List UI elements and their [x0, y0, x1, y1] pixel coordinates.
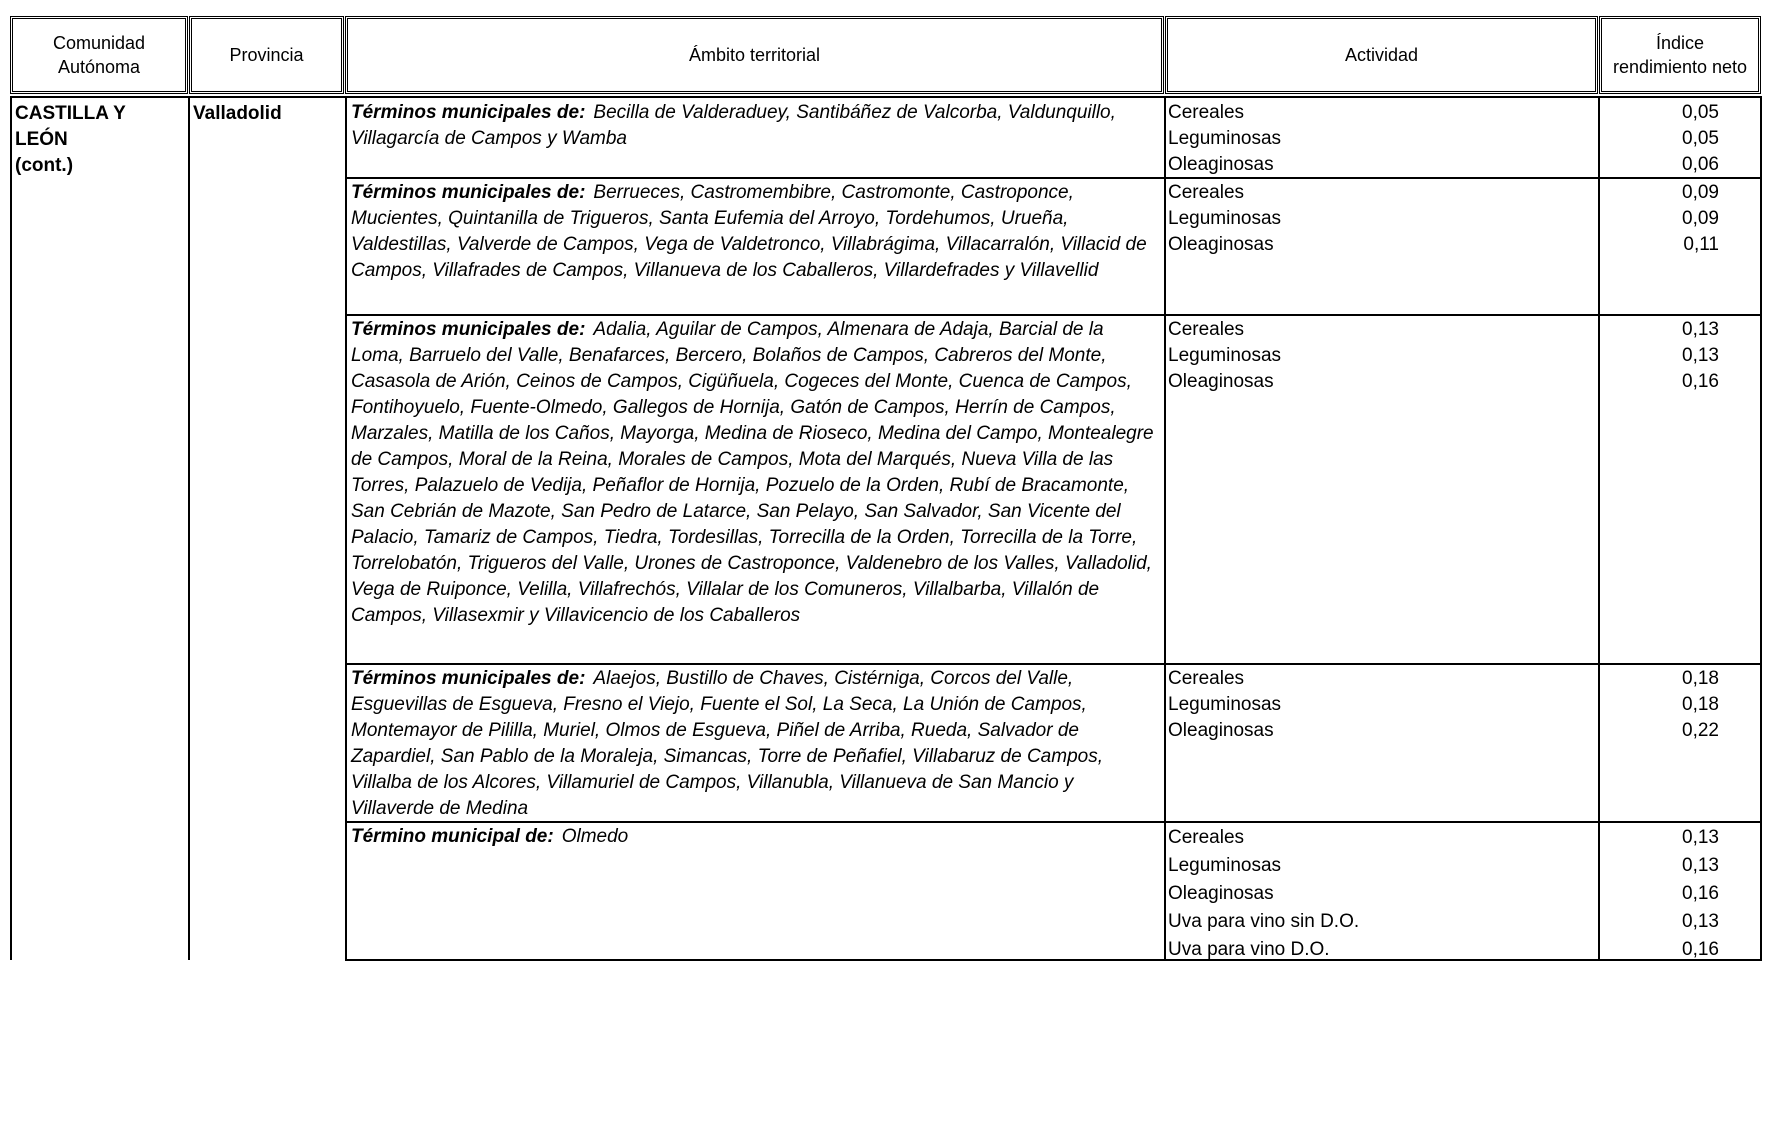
header-provincia: [189, 16, 344, 94]
actividad-item: Uva para vino D.O.: [1168, 939, 1330, 960]
table-row: [347, 316, 1762, 663]
ambito-label: Términos municipales de:: [351, 102, 586, 123]
header-ambito-label: Ámbito territorial: [688, 45, 821, 65]
ambito-label: Términos municipales de:: [351, 668, 586, 689]
ambito-label: Términos municipales de:: [351, 182, 586, 203]
indice-value: 0,05: [1682, 102, 1719, 123]
actividad-item: Oleaginosas: [1168, 154, 1274, 175]
column-border-provincia: [188, 96, 190, 960]
actividad-cell: [1168, 824, 1588, 964]
indice-value: 0,13: [1682, 911, 1719, 932]
actividad-item: Leguminosas: [1168, 128, 1282, 149]
indice-value: 0,16: [1682, 939, 1719, 960]
indice-cell: [1601, 317, 1719, 395]
actividad-item: Leguminosas: [1168, 694, 1282, 715]
indice-value: 0,13: [1682, 319, 1719, 340]
actividad-item: Leguminosas: [1168, 855, 1282, 876]
actividad-item: Oleaginosas: [1168, 720, 1274, 741]
ambito-text: Adalia, Aguilar de Campos, Almenara de Adaja, Barcial de la Loma, Barruelo del Valle, Benafarces, Bercero, Bolaños de Campos, Cabreros del Monte, Casasola de Arión, Ceinos de Campos, Cigüñuela, Cogeces del Monte, Cuenca de Campos, Fontihoyuelo, Fuente-Olmedo, Gallegos de Hornija, Gatón de Campos, Herrín de Campos, Marzales, Matilla de los Caños, Mayorga, Medina de Rioseco, Medina del Campo, Montealegre de Campos, Moral de la Reina, Morales de Campos, Mota del Marqués, Nueva Villa de las Torres, Palazuelo de Vedija, Peñaflor de Hornija, Pozuelo de la Orden, Rubí de Bracamonte, San Cebrián de Mazote, San Pedro de Latarce, San Pelayo, San Salvador, San Vicente del Palacio, Tamariz de Campos, Tiedra, Tordesillas, Torrecilla de la Orden, Torrecilla de la Torre, Torrelobatón, Trigueros del Valle, Urones de Castroponce, Valdenebro de los Valles, Valladolid, Vega de Ruiponce, Velilla, Villafrechós, Villalar de los Comuneros, Villalbarba, Villalón de Campos, Villasexmir y Villavicencio de los Caballeros: [351, 319, 1154, 626]
ambito-label: Términos municipales de:: [351, 319, 586, 340]
ambito-label: Término municipal de:: [351, 826, 554, 847]
indice-value: 0,22: [1682, 720, 1719, 741]
ambito-text: Becilla de Valderaduey, Santibáñez de Valcorba, Valdunquillo, Villagarcía de Campos y Wamba: [351, 102, 1116, 149]
header-comunidad-label: Comunidad Autónoma: [52, 33, 146, 77]
indice-cell: [1601, 666, 1719, 744]
ambito-cell: [351, 317, 1161, 629]
actividad-item: Oleaginosas: [1168, 371, 1274, 392]
table-row: [347, 665, 1762, 821]
header-indice-label: Índice rendimiento neto: [1612, 33, 1748, 77]
indice-value: 0,09: [1682, 208, 1719, 229]
indice-value: 0,13: [1682, 855, 1719, 876]
header-ambito-territorial: [345, 16, 1164, 94]
ambito-cell: [351, 100, 1161, 152]
table-row: [347, 179, 1762, 314]
ambito-cell: [351, 666, 1161, 822]
indice-cell: [1601, 824, 1719, 964]
header-actividad-label: Actividad: [1344, 45, 1419, 65]
indice-value: 0,18: [1682, 668, 1719, 689]
comunidad-autonoma-cell: [15, 101, 180, 179]
header-provincia-label: Provincia: [229, 45, 304, 65]
indice-value: 0,18: [1682, 694, 1719, 715]
indice-cell: [1601, 100, 1719, 178]
actividad-item: Cereales: [1168, 102, 1245, 123]
actividad-cell: [1168, 317, 1588, 395]
actividad-item: Cereales: [1168, 319, 1245, 340]
indice-value: 0,13: [1682, 345, 1719, 366]
indice-value: 0,09: [1682, 182, 1719, 203]
indice-value: 0,13: [1682, 827, 1719, 848]
actividad-item: Leguminosas: [1168, 208, 1282, 229]
provincia-text: Valladolid: [193, 103, 282, 124]
header-actividad: [1165, 16, 1598, 94]
indice-value: 0,06: [1682, 154, 1719, 175]
column-border-left: [10, 96, 12, 960]
header-indice-rendimiento: [1599, 16, 1761, 94]
actividad-item: Cereales: [1168, 827, 1245, 848]
ambito-text: Berrueces, Castromembibre, Castromonte, Castroponce, Mucientes, Quintanilla de Trigueros, Santa Eufemia del Arroyo, Tordehumos, Urueña, Valdestillas, Valverde de Campos, Vega de Valdetronco, Villabrágima, Villacarralón, Villacid de Campos, Villafrades de Campos, Villanueva de los Caballeros, Villardefrades y Villavellid: [351, 182, 1147, 281]
indice-value: 0,11: [1683, 234, 1719, 255]
header-comunidad-autonoma: [10, 16, 188, 94]
ambito-cell: [351, 824, 1161, 850]
actividad-item: Oleaginosas: [1168, 234, 1274, 255]
ambito-cell: [351, 180, 1161, 284]
indice-value: 0,05: [1682, 128, 1719, 149]
actividad-cell: [1168, 180, 1588, 258]
table-top-border: [10, 96, 1762, 98]
actividad-item: Uva para vino sin D.O.: [1168, 911, 1360, 932]
table-row: [347, 99, 1762, 177]
indice-cell: [1601, 180, 1719, 258]
actividad-item: Leguminosas: [1168, 345, 1282, 366]
actividad-item: Cereales: [1168, 668, 1245, 689]
provincia-cell: [193, 101, 343, 127]
ambito-text: Olmedo: [561, 826, 629, 847]
table-row: [347, 823, 1762, 959]
comunidad-text: CASTILLA Y LEÓN (cont.): [15, 103, 126, 176]
actividad-item: Cereales: [1168, 182, 1245, 203]
indice-value: 0,16: [1682, 883, 1719, 904]
actividad-cell: [1168, 666, 1588, 744]
ambito-text: Alaejos, Bustillo de Chaves, Cistérniga, Corcos del Valle, Esguevillas de Esgueva, Fresno el Viejo, Fuente el Sol, La Seca, La Unión de Campos, Montemayor de Pililla, Muriel, Olmos de Esgueva, Piñel de Arriba, Rueda, Salvador de Zapardiel, San Pablo de la Moraleja, Simancas, Torre de Peñafiel, Villabaruz de Campos, Villalba de los Alcores, Villamuriel de Campos, Villanubla, Villanueva de San Mancio y Villaverde de Medina: [351, 668, 1103, 819]
indice-value: 0,16: [1682, 371, 1719, 392]
actividad-cell: [1168, 100, 1588, 178]
actividad-item: Oleaginosas: [1168, 883, 1274, 904]
